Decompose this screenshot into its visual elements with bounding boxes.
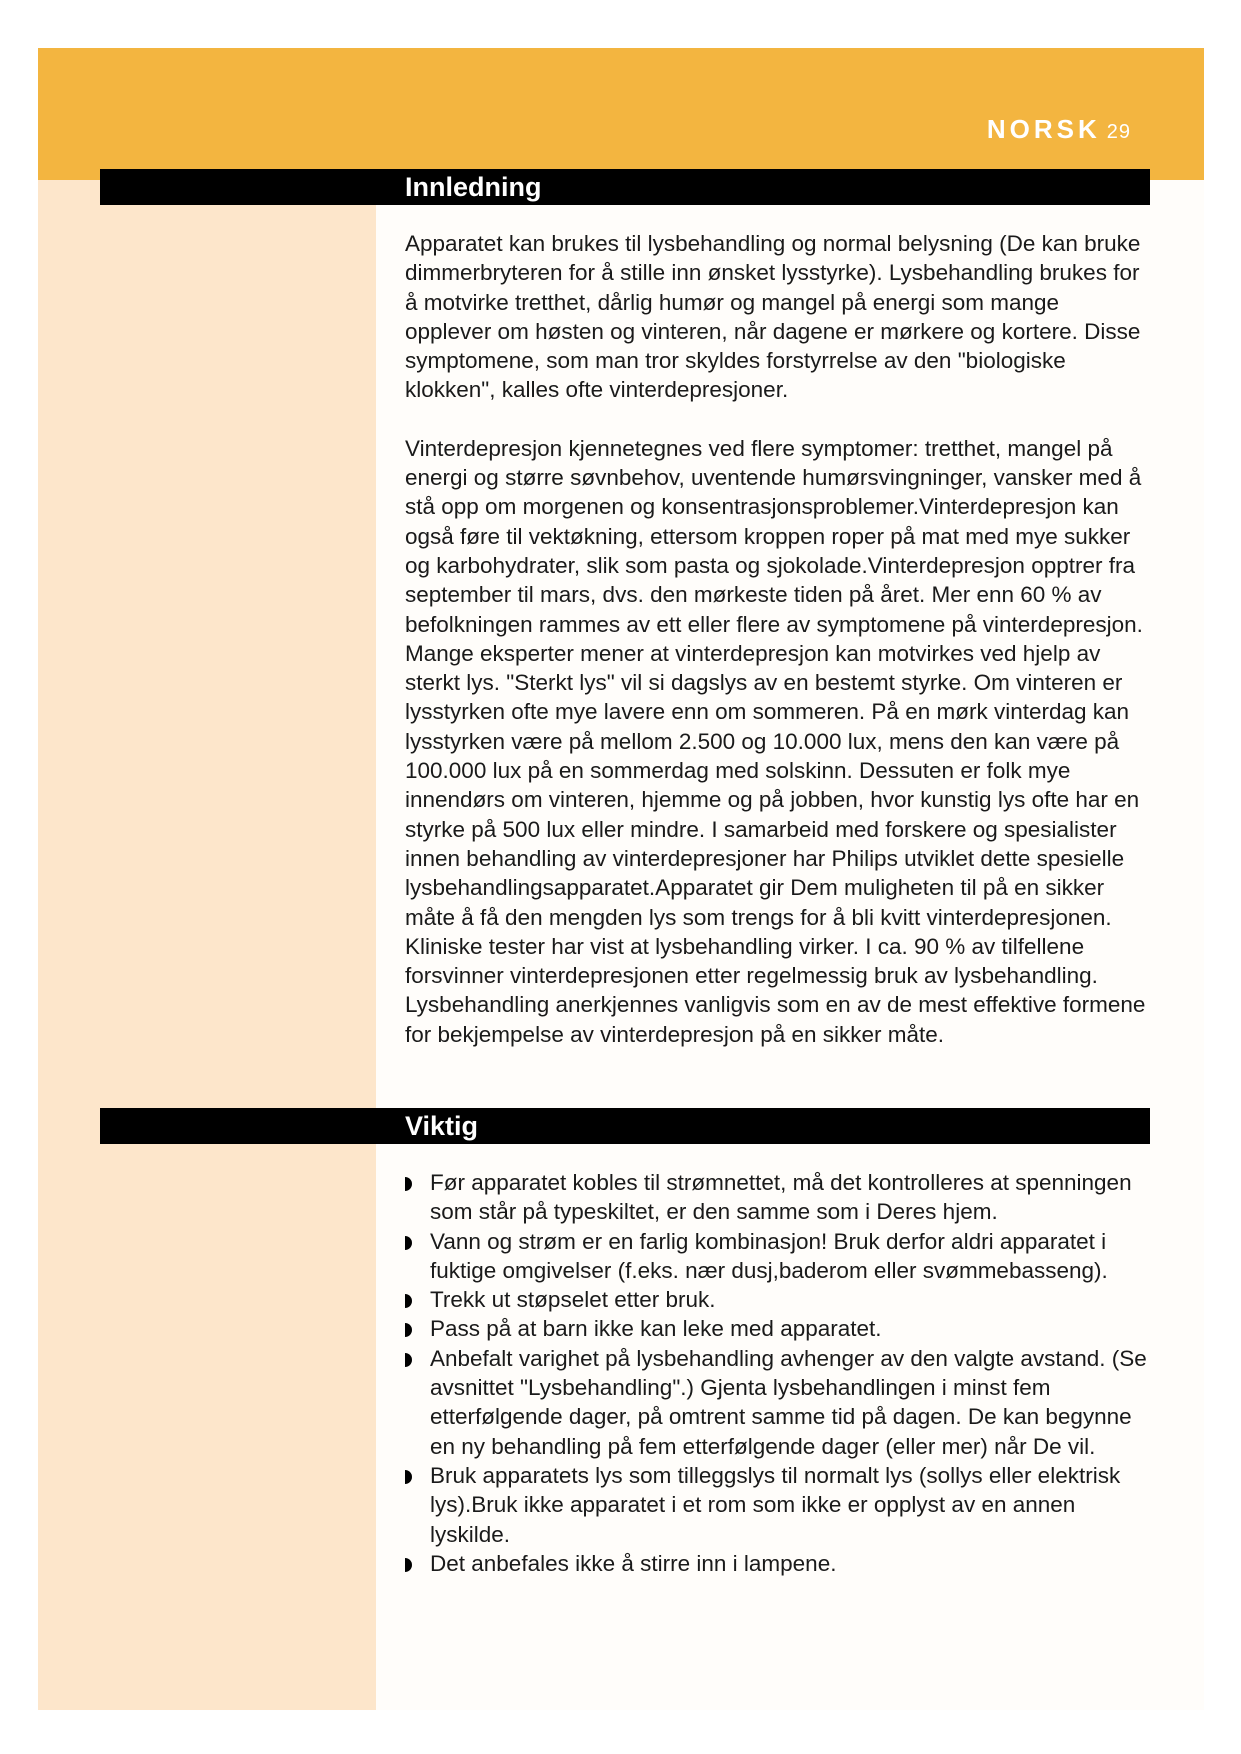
bullet-icon (405, 1294, 412, 1308)
list-item: Før apparatet kobles til strømnettet, må det kontrolleres at spenningen som står på typeskiltet, er den samme som i Deres hjem. (405, 1168, 1150, 1227)
bullet-icon (405, 1558, 412, 1572)
page-header (987, 114, 1131, 145)
list-item: Bruk apparatets lys som tilleggslys til normalt lys (sollys eller elektrisk lys).Bruk ikke apparatet i et rom som ikke er opplyst av en annen lyskilde. (405, 1461, 1150, 1549)
section-title-important: Viktig (405, 1111, 479, 1141)
list-item: Trekk ut støpselet etter bruk. (405, 1285, 1150, 1314)
left-margin-column (38, 180, 376, 1710)
section-bar-intro (100, 169, 1150, 205)
list-item: Anbefalt varighet på lysbehandling avhenger av den valgte avstand. (Se avsnittet "Lysbehandling".) Gjenta lysbehandlingen i minst fem etterfølgende dager, på omtrent samme tid på dagen. De kan begynne en ny behandling på fem etterfølgende dager (eller mer) når De vil. (405, 1344, 1150, 1461)
page-number: 29 (1106, 121, 1131, 143)
bullet-icon (405, 1470, 412, 1484)
list-item: Det anbefales ikke å stirre inn i lampene. (405, 1549, 1150, 1578)
intro-body (405, 229, 1150, 1078)
intro-paragraph: Apparatet kan brukes til lysbehandling og normal belysning (De kan bruke dimmerbryteren for å stille inn ønsket lysstyrke). Lysbehandling brukes for å motvirke tretthet, dårlig humør og mangel på energi som mange opplever om høsten og vinteren, når dagene er mørkere og kortere. Disse symptomene, som man tror skyldes forstyrrelse av den "biologiske klokken", kalles ofte vinterdepresjoner. (405, 231, 1141, 403)
important-list (405, 1168, 1150, 1578)
section-title-intro: Innledning (405, 172, 542, 202)
bullet-icon (405, 1323, 412, 1337)
important-list-block (405, 1168, 1150, 1578)
list-item: Vann og strøm er en farlig kombinasjon! Bruk derfor aldri apparatet i fuktige omgivelser (f.eks. nær dusj,baderom eller svømmebasseng). (405, 1227, 1150, 1286)
bullet-icon (405, 1353, 412, 1367)
list-item: Pass på at barn ikke kan leke med apparatet. (405, 1314, 1150, 1343)
bullet-icon (405, 1236, 412, 1250)
intro-paragraph: Vinterdepresjon kjennetegnes ved flere symptomer: tretthet, mangel på energi og større søvnbehov, uventende humørsvingninger, vansker med å stå opp om morgenen og konsentrasjonsproblemer.Vinterdepresjon kan også føre til vektøkning, ettersom kroppen roper på mat med mye sukker og karbohydrater, slik som pasta og sjokolade.Vinterdepresjon opptrer fra september til mars, dvs. den mørkeste tiden på året. Mer enn 60 % av befolkningen rammes av ett eller flere av symptomene på vinterdepresjon. Mange eksperter mener at vinterdepresjon kan motvirkes ved hjelp av sterkt lys. "Sterkt lys" vil si dagslys av en bestemt styrke. Om vinteren er lysstyrken ofte mye lavere enn om sommeren. På en mørk vinterdag kan lysstyrken være på mellom 2.500 og 10.000 lux, mens den kan være på 100.000 lux på en sommerdag med solskinn. Dessuten er folk mye innendørs om vinteren, hjemme og på jobben, hvor kunstig lys ofte har en styrke på 500 lux eller mindre. I samarbeid med forskere og spesialister innen behandling av vinterdepresjoner har Philips utviklet dette spesielle lysbehandlingsapparatet.Apparatet gir Dem muligheten til på en sikker måte å få den mengden lys som trengs for å bli kvitt vinterdepresjonen. Kliniske tester har vist at lysbehandling virker. I ca. 90 % av tilfellene forsvinner vinterdepresjonen etter regelmessig bruk av lysbehandling. Lysbehandling anerkjennes vanligvis som en av de mest effektive formene for bekjempelse av vinterdepresjon på en sikker måte. (405, 435, 1146, 1047)
bullet-icon (405, 1177, 412, 1191)
language-label: NORSK (986, 114, 1101, 144)
section-bar-important (100, 1108, 1150, 1144)
